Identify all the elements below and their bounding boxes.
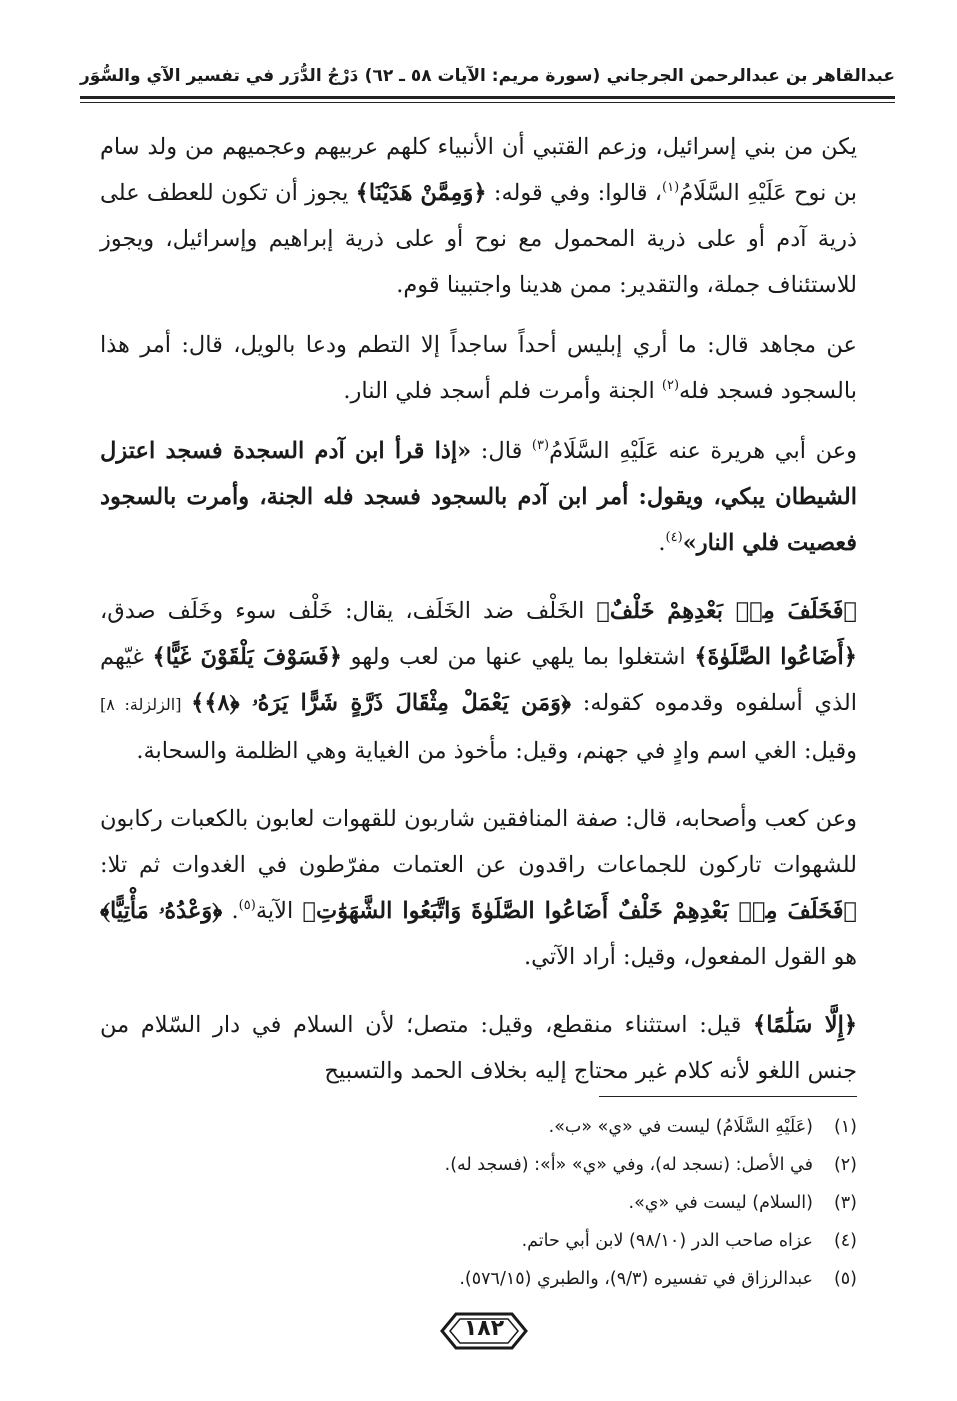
verse-reference: [الزلزلة: ٨] [100,695,192,714]
quran-quote: ﴿إِلَّا سَلَٰمًا﴾ [753,1012,857,1038]
paragraph-6: ﴿إِلَّا سَلَٰمًا﴾ قيل: استثناء منقطع، وقيل: متصل؛ لأن السلام في دار السّلام من جنس اللغو لأنه كلام غير محتاج إليه بخلاف الحمد والتسبيح [100,1012,857,1084]
footnote-4: (٤)عزاه صاحب الدر (٩٨/١٠) لابن أبي حاتم. [521,1231,857,1251]
footnote-ref-4[interactable]: (٤) [665,530,683,545]
footnote-separator [599,1096,857,1097]
quran-quote: ﴿فَخَلَفَ مِنۢ بَعْدِهِمْ خَلْفٌ﴾ [596,598,857,624]
main-text [100,124,857,1108]
paragraph-5: وعن كعب وأصحابه، قال: صفة المنافقين شاربون للقهوات لعابون بالكعبات ركابون للشهوات تاركون للجماعات راقدون عن العتمات مفرّطون في الغدوات ثم تلا: ﴿فَخَلَفَ مِنۢ بَعْدِهِمْ خَلْفٌ أَضَاعُوا الصَّلَوٰةَ وَاتَّبَعُوا الشَّهَوَٰتِ﴾ الآية$^{(٥)}$. ﴿وَعْدُهُۥ مَأْتِيًّا﴾ هو القول المفعول، وقيل: أراد الآتي. [100,806,857,970]
header-surah-range: (سورة مريم: الآيات ٥٨ ـ ٦٢) [364,66,601,86]
header-rule-thick [80,96,895,99]
paragraph-4: ﴿فَخَلَفَ مِنۢ بَعْدِهِمْ خَلْفٌ﴾ الخَلْف ضد الخَلَف، يقال: خَلْف سوء وخَلَف صدق، ﴿أَضَاعُوا الصَّلَوٰةَ﴾ اشتغلوا بما يلهي عنها من لعب ولهو ﴿فَسَوْفَ يَلْقَوْنَ غَيًّا﴾ غيّهم الذي أسلفوه وقدموه كقوله: ﴿وَمَن يَعْمَلْ مِثْقَالَ ذَرَّةٍ شَرًّا يَرَهُۥ ﴿٨﴾﴾ [الزلزلة: ٨] وقيل: الغي اسم وادٍ في جهنم، وقيل: مأخوذ من الغياية وهي الظلمة والسحابة. [100,598,857,764]
quran-quote: ﴿فَخَلَفَ مِنۢ بَعْدِهِمْ خَلْفٌ أَضَاعُوا الصَّلَوٰةَ وَاتَّبَعُوا الشَّهَوَٰتِ﴾ [302,898,857,924]
paragraph-1: يكن من بني إسرائيل، وزعم القتبي أن الأنبياء كلهم عربيهم وعجميهم من ولد سام بن نوح عَلَيْهِ السَّلَامُ$^{(١)}$، قالوا: وفي قوله: ﴿وَمِمَّنْ هَدَيْنَا﴾ يجوز أن تكون للعطف على ذرية آدم أو على ذرية المحمول مع نوح أو على ذرية إبراهيم وإسرائيل، ويجوز للاستئناف جملة، والتقدير: ممن هدينا واجتبينا قوم. [100,134,857,298]
footnote-ref-1[interactable]: (١) [662,180,680,195]
header-author: عبدالقاهر بن عبدالرحمن الجرجاني [606,66,895,86]
footnote-3: (٣)(السلام) ليست في «ي». [628,1193,857,1213]
running-header [80,58,895,94]
footnote-ref-5[interactable]: (٥) [238,898,256,913]
footnote-5: (٥)عبدالرزاق في تفسيره (٩/٣)، والطبري (٥٧٦/١٥). [459,1269,857,1289]
paragraph-2: عن مجاهد قال: ما أري إبليس أحداً ساجداً إلا التطم ودعا بالويل، قال: أمر هذا بالسجود فسجد فله$^{(٢)}$ الجنة وأمرت فلم أسجد فلي النار. [100,332,857,404]
hadith-text: «إذا قرأ ابن آدم السجدة فسجد اعتزل الشيطان يبكي، ويقول: أمر ابن آدم بالسجود فسجد فله الجنة، وأمرت بالسجود فعصيت فلي النار» [100,438,857,556]
header-rule-thin [80,102,895,103]
header-book-title: دَرْجُ الدُّرَر في تفسير الآي والسُّوَر [80,66,359,86]
quran-quote: ﴿وَمِمَّنْ هَدَيْنَا﴾ [355,180,487,206]
paragraph-3: وعن أبي هريرة عنه عَلَيْهِ السَّلَامُ$^{(٣)}$ قال: «إذا قرأ ابن آدم السجدة فسجد اعتزل الشيطان يبكي، ويقول: أمر ابن آدم بالسجود فسجد فله الجنة، وأمرت بالسجود فعصيت فلي النار»$^{(٤)}$. [100,438,857,556]
footnote-1: (١)(عَلَيْهِ السَّلَامُ) ليست في «ي» «ب». [548,1117,857,1137]
quran-quote: ﴿فَسَوْفَ يَلْقَوْنَ غَيًّا﴾ [152,644,342,670]
quran-quote: ﴿أَضَاعُوا الصَّلَوٰةَ﴾ [694,644,857,670]
footnote-ref-3[interactable]: (٣) [531,438,550,453]
quran-quote: ﴿وَعْدُهُۥ مَأْتِيًّا﴾ [100,898,223,924]
footnote-ref-2[interactable]: (٢) [661,378,680,393]
footnotes [100,1108,857,1298]
footnote-2: (٢)في الأصل: (نسجد له)، وفي «ي» «أ»: (فسجد له). [444,1155,857,1175]
page-number: ١٨٢ [463,1316,505,1341]
quran-quote: ﴿وَمَن يَعْمَلْ مِثْقَالَ ذَرَّةٍ شَرًّا يَرَهُۥ ﴿٨﴾﴾ [191,690,572,716]
